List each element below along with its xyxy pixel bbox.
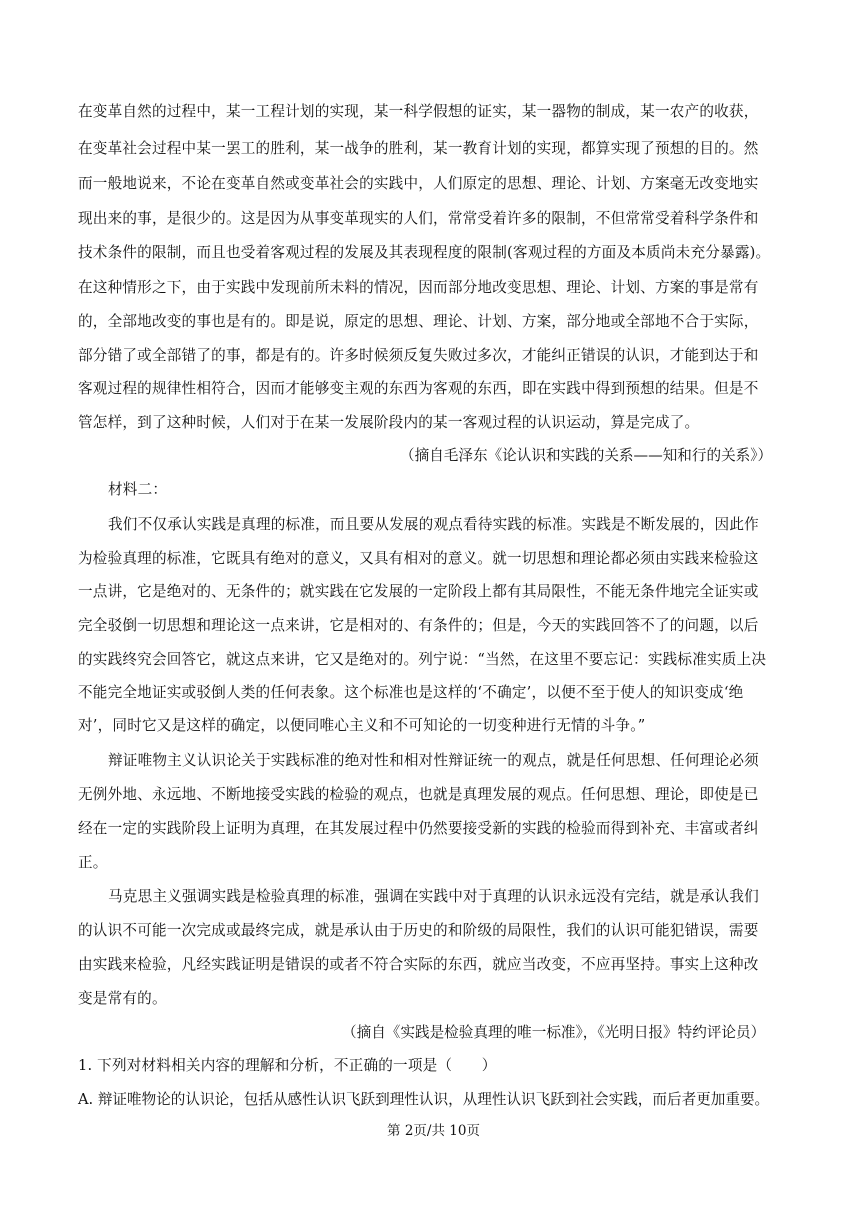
paragraph-line: 客观过程的规律性相符合，因而才能够变主观的东西为客观的东西，即在实践中得到预想的结果。但是不 xyxy=(78,380,759,397)
page-number: 第 2页/共 10页 xyxy=(387,1123,480,1139)
paragraph-line: 经在一定的实践阶段上证明为真理，在其发展过程中仍然要接受新的实践的检验而得到补充、丰富或者纠 xyxy=(78,820,759,837)
paragraph-line: 由实践来检验，凡经实践证明是错误的或者不符合实际的东西，就应当改变，不应再坚持。事实上这种改 xyxy=(78,956,759,973)
paragraph-line: 的认识不可能一次完成或最终完成，就是承认由于历史的和阶级的局限性，我们的认识可能犯错误，需要 xyxy=(78,922,759,939)
source-citation: （摘自毛泽东《论认识和实践的关系——知和行的关系》） xyxy=(400,447,773,464)
paragraph-line: 在变革自然的过程中，某一工程计划的实现，某一科学假想的证实，某一器物的制成，某一农产的收获， xyxy=(78,103,759,120)
paragraph-line: 变是常有的。 xyxy=(78,990,167,1007)
paragraph-line: 正。 xyxy=(78,854,108,871)
paragraph-line: 在变革社会过程中某一罢工的胜利，某一战争的胜利，某一教育计划的实现，都算实现了预想的目的。然 xyxy=(78,140,759,157)
paragraph-line: 不能完全地证实或驳倒人类的任何表象。这个标准也是这样的‘不确定’，以便不至于使人的知识变成‘绝 xyxy=(78,684,744,701)
source-citation: （摘自《实践是检验真理的唯一标准》，《光明日报》特约评论员） xyxy=(342,1024,766,1041)
question-stem: 1. 下列对材料相关内容的理解和分析，不正确的一项是（ ） xyxy=(78,1057,497,1074)
paragraph-line: 马克思主义强调实践是检验真理的标准，强调在实践中对于真理的认识永远没有完结，就是承认我们 xyxy=(108,888,759,905)
section-heading: 材料二： xyxy=(108,481,168,498)
paragraph-line: 的，全部地改变的事也是有的。即是说，原定的思想、理论、计划、方案，部分地或全部地不合于实际， xyxy=(78,313,759,330)
paragraph-line: 的实践终究会回答它，就这点来讲，它又是绝对的。列宁说：“当然，在这里不要忘记：实践标准实质上决 xyxy=(78,651,767,668)
paragraph-line: 为检验真理的标准，它既具有绝对的意义，又具有相对的意义。就一切思想和理论都必须由实践来检验这 xyxy=(78,550,759,567)
paragraph-line: 一点讲，它是绝对的、无条件的；就实践在它发展的一定阶段上都有其局限性，不能无条件地完全证实或 xyxy=(78,583,759,600)
paragraph-line: 辩证唯物主义认识论关于实践标准的绝对性和相对性辩证统一的观点，就是任何思想、任何理论必须 xyxy=(108,752,759,769)
paragraph-line: 而一般地说来，不论在变革自然或变革社会的实践中，人们原定的思想、理论、计划、方案毫无改变地实 xyxy=(78,175,759,192)
paragraph-line: 管怎样，到了这种时候，人们对于在某一发展阶段内的某一客观过程的认识运动，算是完成了。 xyxy=(78,414,700,431)
paragraph-line: 部分错了或全部错了的事，都是有的。许多时候须反复失败过多次，才能纠正错误的认识，才能到达于和 xyxy=(78,347,759,364)
paragraph-line: 技术条件的限制，而且也受着客观过程的发展及其表现程度的限制(客观过程的方面及本质尚未充分暴露)。 xyxy=(78,244,771,261)
paragraph-line: 在这种情形之下，由于实践中发现前所未料的情况，因而部分地改变思想、理论、计划、方案的事是常有 xyxy=(78,279,759,296)
paragraph-line: 现出来的事，是很少的。这是因为从事变革现实的人们，常常受着许多的限制，不但常常受着科学条件和 xyxy=(78,210,759,227)
option-a: A. 辩证唯物论的认识论，包括从感性认识飞跃到理性认识，从理性认识飞跃到社会实践，而后者更加重要。 xyxy=(78,1091,770,1108)
paragraph-line: 完全驳倒一切思想和理论这一点来讲，它是相对的、有条件的；但是，今天的实践回答不了的问题，以后 xyxy=(78,617,759,634)
paragraph-line: 对’，同时它又是这样的确定，以便同唯心主义和不可知论的一切变种进行无情的斗争。” xyxy=(78,717,646,734)
paragraph-line: 我们不仅承认实践是真理的标准，而且要从发展的观点看待实践的标准。实践是不断发展的，因此作 xyxy=(108,516,759,533)
paragraph-line: 无例外地、永远地、不断地接受实践的检验的观点，也就是真理发展的观点。任何思想、理论，即使是已 xyxy=(78,786,759,803)
